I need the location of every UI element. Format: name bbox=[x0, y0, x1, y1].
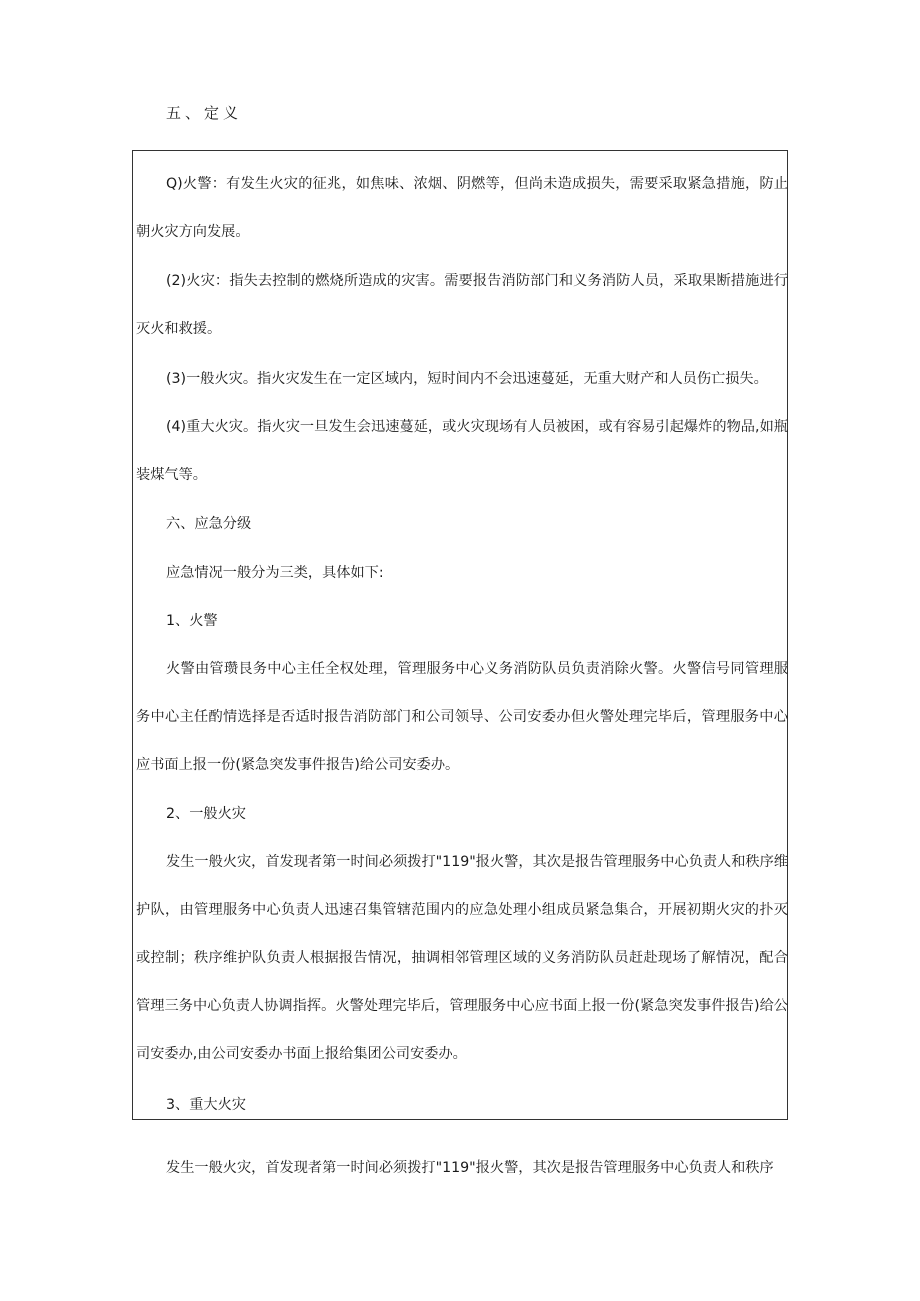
section-6-title: 六、应急分级 bbox=[166, 516, 252, 532]
section-6-intro: 应急情况一般分为三类，具体如下: bbox=[166, 565, 384, 581]
definition-4: (4)重大火灾。指火灾一旦发生会迅速蔓延，或火灾现场有人员被困，或有容易引起爆炸的物品,如瓶装煤气等。 bbox=[136, 419, 788, 483]
level-1-text: 火警由管瓒艮务中心主任全权处理，管理服务中心义务消防队员负责消除火警。火警信号同管理服务中心主任酌情选择是否适时报告消防部门和公司领导、公司安委办但火警处理完毕后，管理服务中心应书面上报一份(紧急突发事件报告)给公司安委办。 bbox=[136, 661, 788, 773]
definition-3: (3)一般火灾。指火灾发生在一定区域内，短时间内不会迅速蔓延，无重大财产和人员伤亡损失。 bbox=[166, 371, 768, 387]
level-2-text: 发生一般火灾，首发现者第一时间必须拨打"119"报火警，其次是报告管理服务中心负责人和秩序维护队，由管理服务中心负责人迅速召集管辖范围内的应急处理小组成员紧急集合，开展初期火灾的扑灭或控制；秩序维护队负责人根据报告情况，抽调相邻管理区域的义务消防队员赶赴现场了解情况，配合管理三务中心负责人协调指挥。火警处理完毕后，管理服务中心应书面上报一份(紧急突发事件报告)给公司安委办,由公司安委办书面上报给集团公司安委办。 bbox=[136, 854, 788, 1062]
level-2-title: 2、一般火灾 bbox=[166, 806, 246, 822]
level-3-text: 发生一般火灾，首发现者第一时间必须拨打"119"报火警，其次是报告管理服务中心负责人和秩序 bbox=[166, 1160, 774, 1176]
definition-2: (2)火灾：指失去控制的燃烧所造成的灾害。需要报告消防部门和义务消防人员，采取果断措施进行灭火和救援。 bbox=[136, 273, 788, 337]
section-5-title: 五、定义 bbox=[166, 104, 243, 122]
definition-1: Q)火警：有发生火灾的征兆，如焦味、浓烟、阴燃等，但尚未造成损失，需要采取紧急措施，防止朝火灾方向发展。 bbox=[136, 176, 788, 240]
level-1-title: 1、火警 bbox=[166, 613, 218, 629]
level-3-title: 3、重大火灾 bbox=[166, 1097, 246, 1113]
